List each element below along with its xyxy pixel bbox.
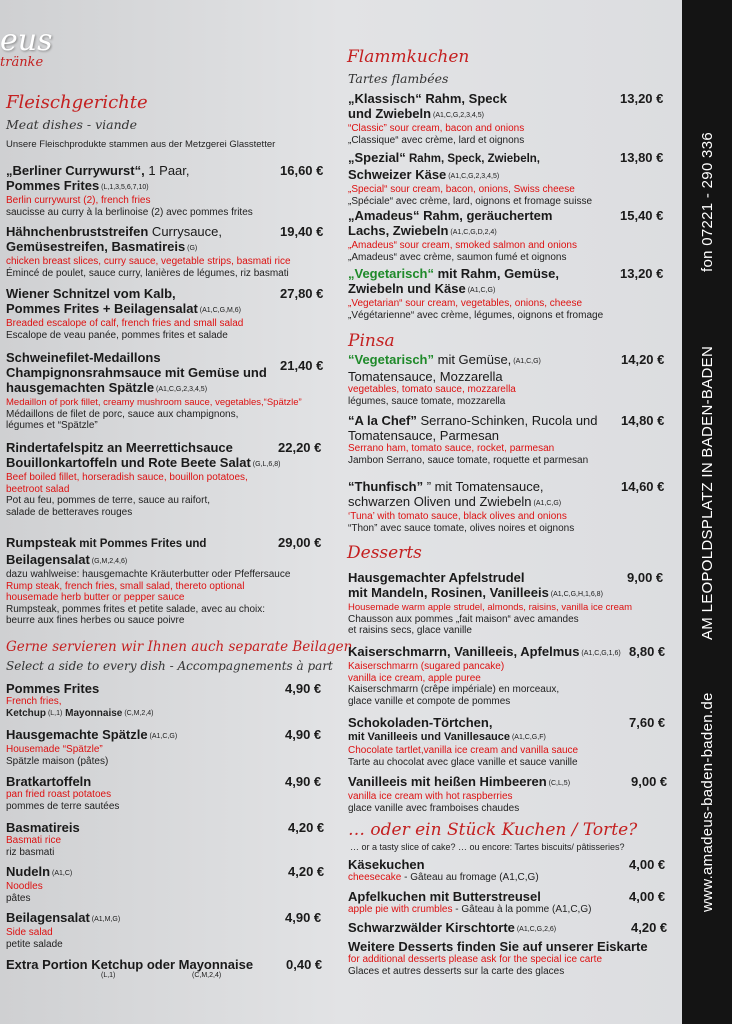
side-item	[6, 774, 306, 812]
item-english: Berlin currywurst (2), french fries	[6, 195, 151, 206]
item-price: 13,20 €	[620, 91, 664, 106]
item-name-detail: Rahm, geräuchertem	[419, 208, 553, 223]
address: AM LEOPOLDSPLATZ IN BADEN-BADEN	[699, 345, 716, 640]
side-name: Nudeln	[6, 864, 51, 879]
item-french-line2: glace vanille et compote de pommes	[348, 695, 511, 707]
item-name-detail: ” mit Tomatensauce,	[423, 479, 544, 494]
item-french: Tarte au chocolat avec glace vanille et sauce vanille	[348, 756, 578, 768]
item-price: 19,40 €	[280, 224, 324, 239]
cake-price: 4,00 €	[629, 857, 666, 872]
side-item	[6, 820, 306, 858]
item-french: Escalope de veau panée, pommes frites et salade	[6, 329, 228, 341]
item-french: Jambon Serrano, sauce tomate, roquette et parmesan	[348, 454, 589, 466]
item-name-line2: Champignonsrahmsauce mit Gemüse und	[6, 365, 267, 380]
item-name-line2: Lachs, Zwiebeln	[348, 223, 449, 238]
menu-item	[348, 352, 618, 407]
side-price: 4,90 €	[285, 727, 322, 742]
item-name-line2: Bouillonkartoffeln und Rote Beete Salat	[6, 455, 251, 470]
item-english: ‘Tuna’ with tomato sauce, black olives and onions	[348, 511, 567, 522]
item-name: Wiener Schnitzel vom Kalb,	[6, 286, 176, 301]
side-french: pâtes	[6, 892, 31, 904]
allergens: (A1,C,G,H,1,6,8)	[548, 591, 603, 598]
side-name: Basmatireis	[6, 820, 80, 835]
item-name-detail: mit Pommes Frites und	[76, 538, 207, 550]
side-english: Housemade “Spätzle”	[6, 744, 103, 755]
sidebar-strip	[682, 0, 732, 1024]
item-name-line2: Pommes Frites	[6, 178, 100, 193]
cake-price: 4,20 €	[631, 920, 668, 935]
item-name-detail: Rahm, Speck, Zwiebeln,	[405, 153, 541, 165]
more-desserts-english: for additional desserts please ask for the special ice carte	[348, 954, 603, 965]
menu-item	[348, 150, 618, 207]
item-price: 13,20 €	[620, 266, 664, 281]
item-english: „Amadeus“ sour cream, smoked salmon and onions	[348, 240, 577, 251]
allergens: (G,L,6,8)	[250, 461, 281, 468]
allergens: (A1,C,G,M,6)	[197, 307, 242, 314]
item-french: légumes, sauce tomate, mozzarella	[348, 395, 506, 407]
phone-number: fon 07221 - 290 336	[699, 132, 716, 272]
item-price: 9,00 €	[627, 570, 664, 585]
sides-title: Gerne servieren wir Ihnen auch separate Beilagen	[6, 639, 353, 655]
item-french-line2: et raisins secs, glace vanille	[348, 625, 472, 636]
item-name: Rumpsteak	[6, 535, 77, 550]
item-french-line2: légumes et “Spätzle”	[6, 420, 98, 431]
item-english: Kaiserschmarrn (sugared pancake)	[348, 661, 505, 672]
menu-item	[348, 715, 628, 768]
side-price: 0,40 €	[286, 957, 323, 972]
item-english: Chocolate tartlet,vanilla ice cream and vanilla sauce	[348, 745, 579, 756]
cake-subtitle: … or a tasty slice of cake? … ou encore: Tartes biscuits/ pâtisseries?	[350, 842, 625, 852]
item-name-line2: Pommes Frites + Beilagensalat	[6, 301, 198, 316]
item-name: Hähnchenbruststreifen	[6, 224, 149, 239]
item-english-line2: vanilla ice cream, apple puree	[348, 672, 481, 684]
side-english: Basmati rice	[6, 835, 62, 846]
side-item	[6, 681, 306, 719]
flamm-subtitle: Tartes flambées	[348, 71, 449, 86]
item-name: Schweinefilet-Medaillons	[6, 350, 161, 365]
item-english-line2: beetroot salad	[6, 483, 70, 495]
menu-item	[348, 644, 628, 707]
side-french: petite salade	[6, 938, 63, 950]
item-english: chicken breast slices, curry sauce, vegetable strips, basmati rice	[6, 256, 291, 267]
item-french: Chausson aux pommes „fait maison“ avec amandes	[348, 613, 579, 625]
item-name: “A la Chef”	[348, 413, 417, 428]
item-price: 8,80 €	[629, 644, 666, 659]
cake-name: Käsekuchen	[348, 857, 425, 872]
menu-item	[348, 413, 620, 466]
item-french: Émincé de poulet, sauce curry, lanières de légumes, riz basmati	[6, 267, 289, 279]
allergens: (C,L,5)	[546, 780, 571, 787]
meat-title: Fleischgerichte	[6, 92, 148, 113]
cake-french: - Gâteau à la pomme (A1,C,G)	[452, 904, 592, 915]
allergens: (G)	[185, 245, 198, 252]
allergens: (C,M,2,4)	[192, 972, 222, 979]
item-name: Hausgemachter Apfelstrudel	[348, 570, 525, 585]
side-price: 4,90 €	[285, 774, 322, 789]
item-name-detail: Rahm, Speck	[421, 91, 507, 106]
cake-title: … oder ein Stück Kuchen / Torte?	[348, 820, 638, 840]
item-name: Rindertafelspitz an Meerrettichsauce	[6, 440, 233, 455]
item-name-detail: Currysauce,	[148, 224, 223, 239]
item-price: 15,40 €	[620, 208, 664, 223]
sides-subtitle: Select a side to every dish - Accompagnements à part	[6, 659, 333, 673]
menu-item	[348, 570, 674, 637]
side-french: pommes de terre sautées	[6, 800, 120, 812]
side-extra: Ketchup	[6, 707, 46, 719]
side-item	[6, 727, 306, 767]
allergens: (A1,C,G,1,6)	[579, 650, 621, 657]
item-french-line2: salade de betteraves rouges	[6, 506, 133, 518]
side-extra-2: Mayonnaise	[62, 707, 123, 719]
item-name-line2: Gemüsestreifen, Basmatireis	[6, 239, 186, 254]
meat-subtitle: Meat dishes - viande	[6, 117, 138, 132]
side-name-detail: Ketchup oder Mayonnaise	[87, 957, 254, 972]
side-item	[6, 864, 306, 904]
item-name: „Spezial“	[348, 150, 406, 165]
side-french: riz basmati	[6, 846, 55, 858]
allergens: (A1,M,G)	[89, 916, 121, 923]
item-english: Medaillon of pork fillet, creamy mushroom sauce, vegetables,“Spätzle”	[6, 397, 302, 408]
item-name: “Thunfisch”	[348, 479, 424, 494]
item-name-line2: schwarzen Oliven und Zwiebeln	[348, 494, 532, 509]
item-french: Pot au feu, pommes de terre, sauce au raifort,	[6, 495, 210, 506]
item-german-option: dazu wahlweise: hausgemachte Kräuterbutter oder Pfeffersauce	[6, 569, 291, 580]
allergens: (C,M,2,4)	[122, 709, 154, 717]
item-price: 22,20 €	[278, 440, 322, 455]
desserts-title: Desserts	[347, 543, 422, 563]
cake-item	[348, 920, 628, 937]
menu-item	[348, 91, 610, 146]
item-price: 16,60 €	[280, 163, 324, 178]
allergens: (L,1)	[46, 709, 63, 717]
menu-item	[348, 266, 638, 321]
allergens: (A1,C,G)	[147, 733, 178, 740]
item-price: 29,00 €	[278, 535, 322, 550]
item-price: 14,80 €	[621, 413, 665, 428]
item-name-line2: Beilagensalat	[6, 552, 90, 567]
item-price: 7,60 €	[629, 715, 666, 730]
item-price: 14,60 €	[621, 479, 665, 494]
item-price: 14,20 €	[621, 352, 665, 367]
flamm-title: Flammkuchen	[347, 47, 470, 67]
item-english: vanilla ice cream with hot raspberries	[348, 791, 513, 802]
side-price: 4,90 €	[285, 910, 322, 925]
side-price: 4,20 €	[288, 820, 325, 835]
more-desserts-title: Weitere Desserts finden Sie auf unserer Eiskarte	[348, 939, 648, 954]
item-english: Rump steak, french fries, small salad, thereto optional	[6, 580, 245, 592]
item-name-line2: Tomatensauce, Parmesan	[348, 428, 500, 443]
side-english: Noodles	[6, 881, 43, 892]
menu-item	[348, 479, 618, 534]
item-name-line2: Tomatensauce, Mozzarella	[348, 369, 503, 384]
menu-item	[348, 208, 618, 263]
menu-item	[348, 774, 628, 814]
allergens: (A1,C,G,2,6)	[514, 926, 557, 933]
side-english: Side salad	[6, 927, 53, 938]
item-french: „Amadeus“ avec crème, saumon fumé et oignons	[348, 251, 567, 263]
more-desserts	[348, 939, 670, 977]
item-english: vegetables, tomato sauce, mozzarella	[348, 384, 516, 395]
item-price: 21,40 €	[280, 358, 324, 373]
item-price: 27,80 €	[280, 286, 324, 301]
item-name: „Vegetarisch“	[348, 266, 434, 281]
item-french: Kaiserschmarrn (crêpe impériale) en morceaux,	[348, 684, 560, 695]
cake-item	[348, 889, 628, 916]
item-price: 9,00 €	[631, 774, 668, 789]
allergens: (A1,C)	[50, 870, 73, 877]
side-english: pan fried roast potatoes	[6, 789, 112, 800]
pinsa-title: Pinsa	[348, 331, 395, 351]
item-name-line2: Zwiebeln und Käse	[348, 281, 466, 296]
item-english: „Vegetarian“ sour cream, vegetables, onions, cheese	[348, 298, 583, 309]
item-name: Vanilleeis mit heißen Himbeeren	[348, 774, 547, 789]
cake-price: 4,00 €	[629, 889, 666, 904]
side-name: Extra Portion	[6, 957, 88, 972]
item-english: Housemade warm apple strudel, almonds, raisins, vanilla ice cream	[348, 602, 633, 613]
side-item	[6, 910, 306, 950]
item-name: Schokoladen-Törtchen,	[348, 715, 493, 730]
item-name-line2: und Zwiebeln	[348, 106, 432, 121]
side-price: 4,20 €	[288, 864, 325, 879]
item-name-detail: mit Rahm, Gemüse,	[434, 266, 559, 281]
item-french: „Classique“ avec crème, lard et oignons	[348, 134, 525, 146]
item-english: Serrano ham, tomato sauce, rocket, parmesan	[348, 443, 555, 454]
item-english: “Classic” sour cream, bacon and onions	[348, 123, 525, 134]
logo-tagline: tränke	[0, 55, 44, 70]
item-french: Rumpsteak, pommes frites et petite salade, avec au choix:	[6, 603, 266, 615]
side-price: 4,90 €	[285, 681, 322, 696]
item-name-line2: Schweizer Käse	[348, 167, 447, 182]
item-french: „Spéciale“ avec crème, lard, oignons et fromage suisse	[348, 195, 593, 207]
cake-english: cheesecake	[348, 872, 402, 883]
item-name-line2: mit Mandeln, Rosinen, Vanilleeis	[348, 585, 549, 600]
cake-name: Apfelkuchen mit Butterstreusel	[348, 889, 541, 904]
meat-note: Unsere Fleischprodukte stammen aus der Metzgerei Glasstetter	[6, 139, 276, 150]
item-french: „Végétarienne“ avec crème, légumes, oignons et fromage	[348, 309, 604, 321]
item-price: 13,80 €	[620, 150, 664, 165]
allergens: (A1,C,G,F)	[510, 734, 546, 741]
cake-name: Schwarzwälder Kirschtorte	[348, 920, 515, 935]
allergens: (A1,C,G,D,2,4)	[448, 229, 497, 236]
cake-item	[348, 857, 628, 884]
side-name: Hausgemachte Spätzle	[6, 727, 148, 742]
item-name-detail: Serrano-Schinken, Rucola und	[416, 413, 598, 428]
allergens: (G,M,2,4,6)	[89, 558, 128, 565]
cake-french: - Gâteau au fromage (A1,C,G)	[401, 872, 539, 883]
more-desserts-french: Glaces et autres desserts sur la carte des glaces	[348, 965, 565, 977]
item-name: „Klassisch“	[348, 91, 422, 106]
allergens: (A1,C,G,2,3,4,5)	[154, 386, 208, 393]
item-english: Beef boiled fillet, horseradish sauce, bouillon potatoes,	[6, 472, 248, 483]
item-french-line2: beurre aux fines herbes ou sauce poivre	[6, 615, 185, 626]
item-name: “Vegetarisch”	[348, 352, 434, 367]
allergens: (L,1)	[101, 972, 116, 979]
item-name-detail: mit Gemüse,	[434, 352, 512, 367]
side-name: Pommes Frites	[6, 681, 100, 696]
allergens: (A1,C,G,2,3,4,5)	[431, 112, 484, 119]
item-french: glace vanille avec framboises chaudes	[348, 802, 520, 814]
side-name: Bratkartoffeln	[6, 774, 92, 789]
logo-text: eus	[0, 23, 53, 58]
item-french: Médaillons de filet de porc, sauce aux champignons,	[6, 408, 239, 420]
allergens: (A1,C,G,2,3,4,5)	[446, 173, 500, 180]
item-name: „Berliner Currywurst“,	[6, 163, 145, 178]
allergens: (L,1,3,5,6,7,10)	[99, 184, 149, 191]
allergens: (A1,C,G)	[531, 500, 562, 507]
allergens: (A1,C,G)	[511, 358, 541, 365]
item-english-line2: housemade herb butter or pepper sauce	[6, 592, 185, 603]
item-name-detail: 1 Paar,	[144, 163, 190, 178]
item-french: saucisse au curry à la berlinoise (2) avec pommes frites	[6, 206, 253, 218]
cake-english: apple pie with crumbles	[348, 904, 453, 915]
allergens: (A1,C,G)	[465, 287, 496, 294]
side-name: Beilagensalat	[6, 910, 90, 925]
item-english: „Special“ sour cream, bacon, onions, Swiss cheese	[348, 184, 575, 195]
website-link[interactable]: www.amadeus-baden-baden.de	[699, 692, 716, 912]
item-name: „Amadeus“	[348, 208, 420, 223]
side-french: Spätzle maison (pâtes)	[6, 755, 109, 767]
item-french: “Thon” avec sauce tomate, olives noires et oignons	[348, 522, 575, 534]
side-item	[6, 957, 306, 979]
item-name-line2: mit Vanilleeis und Vanillesauce	[348, 731, 511, 743]
item-name: Kaiserschmarrn, Vanilleeis, Apfelmus	[348, 644, 580, 659]
item-name-line3: hausgemachten Spätzle	[6, 380, 155, 395]
side-english: French fries,	[6, 696, 62, 707]
item-english: Breaded escalope of calf, french fries and small salad	[6, 318, 244, 329]
